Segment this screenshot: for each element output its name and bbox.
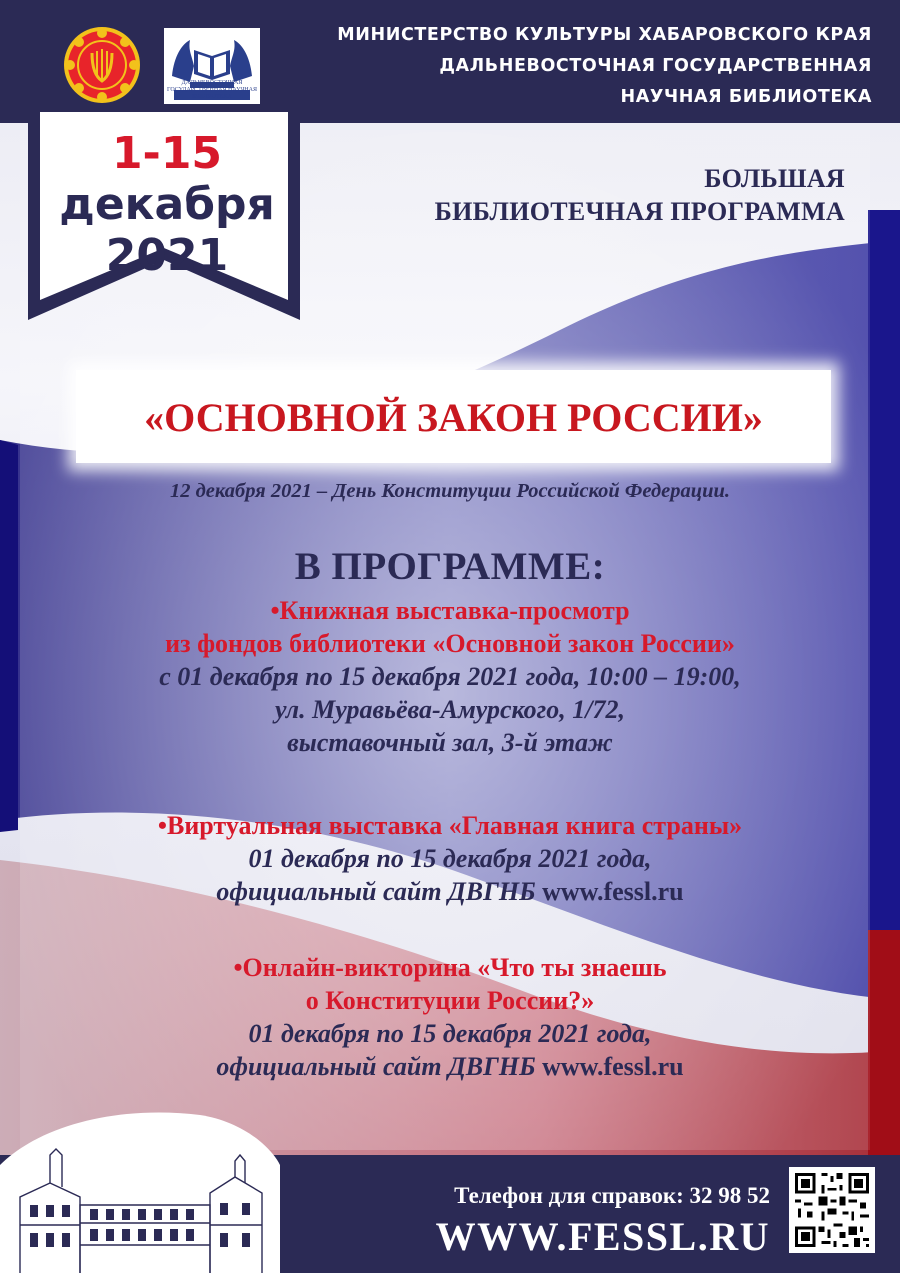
website-link[interactable]: WWW.FESSL.RU [435,1214,770,1259]
subtitle: 12 декабря 2021 – День Конституции Российской Федерации. [169,480,731,502]
date-month: декабря [59,179,275,230]
in-program-heading: В ПРОГРАММЕ: [294,545,606,588]
event-detail-line: выставочный зал, 3-й этаж [287,728,613,757]
site-link[interactable]: www.fessl.ru [542,1052,684,1081]
program-title-line: БОЛЬШАЯ [704,164,845,193]
event-title-line: о Конституции России?» [305,986,595,1015]
program-title-line: БИБЛИОТЕЧНАЯ ПРОГРАММА [434,197,845,226]
event-book-exhibition [0,594,900,759]
event-detail-line: ул. Муравьёва-Амурского, 1/72, [274,695,626,724]
program-title [435,162,845,228]
ministry-title [337,20,872,113]
event-detail-line: 01 декабря по 15 декабря 2021 года, [248,844,652,873]
event-title-line: •Виртуальная выставка «Главная книга страны» [157,811,743,840]
event-virtual-exhibition [0,809,900,908]
event-title-line: •Онлайн-викторина «Что ты знаешь [233,953,667,982]
event-detail-line: с 01 декабря по 15 декабря 2021 года, 10:00 – 19:00, [159,662,741,691]
library-logo-caption: ДАЛЬНЕВОСТОЧНАЯ ГОСУДАРСТВЕННАЯ НАУЧНАЯ БИБЛИОТЕКА [167,80,257,100]
date-year: 2021 [105,230,229,281]
event-detail-line: 01 декабря по 15 декабря 2021 года, [248,1019,652,1048]
date-range: 1-15 [111,128,223,179]
event-dates [36,128,298,281]
main-title: «ОСНОВНОЙ ЗАКОН РОССИИ» [144,395,763,440]
event-site-line: официальный сайт ДВГНБ www.fessl.ru [216,877,684,906]
phone-info: Телефон для справок: 32 98 52 [454,1183,770,1208]
event-title-line: из фондов библиотеки «Основной закон России» [165,629,735,658]
event-site-line: официальный сайт ДВГНБ www.fessl.ru [216,1052,684,1081]
site-link[interactable]: www.fessl.ru [542,877,684,906]
khabarovsk-emblem-icon [62,25,142,105]
qr-code-icon[interactable] [789,1167,875,1253]
ministry-line: МИНИСТЕРСТВО КУЛЬТУРЫ ХАБАРОВСКОГО КРАЯ [337,25,872,45]
ministry-line: НАУЧНАЯ БИБЛИОТЕКА [620,87,872,107]
ministry-line: ДАЛЬНЕВОСТОЧНАЯ ГОСУДАРСТВЕННАЯ [439,56,872,76]
event-online-quiz [0,951,900,1083]
library-building-illustration [0,1105,280,1273]
event-title-line: •Книжная выставка-просмотр [270,596,630,625]
